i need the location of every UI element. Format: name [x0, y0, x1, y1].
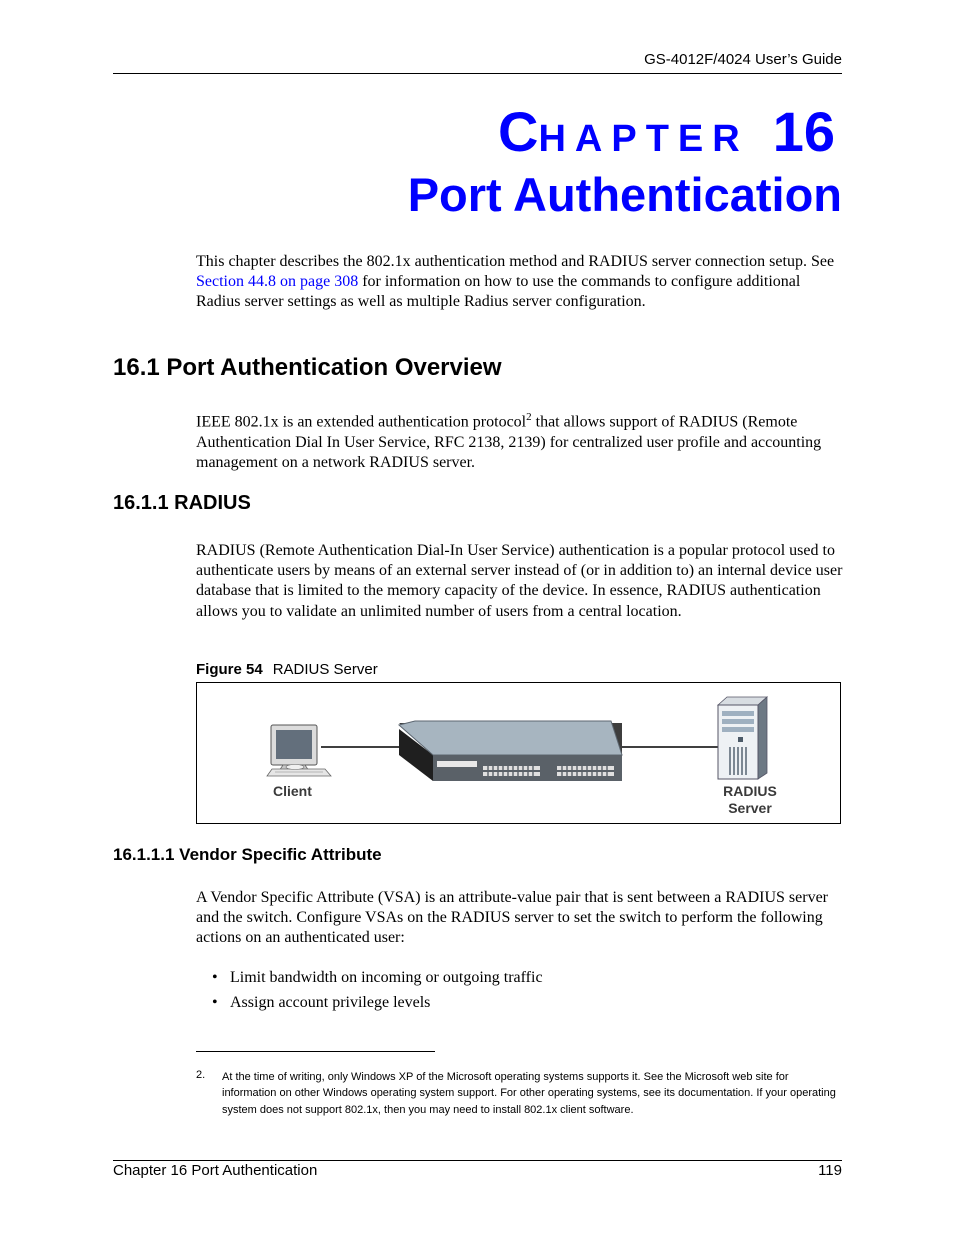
chapter-title: Port Authentication	[407, 168, 842, 221]
list-item: • Limit bandwidth on incoming or outgoing traffic	[212, 969, 543, 994]
client-label: Client	[273, 783, 312, 799]
radius-server-label-line1: RADIUS	[723, 783, 777, 799]
running-header: GS-4012F/4024 User’s Guide	[644, 51, 842, 68]
list-item: • Assign account privilege levels	[212, 994, 543, 1019]
footnote-text: At the time of writing, only Windows XP of the Microsoft operating systems supports it. See the Microsoft web site for information on other Windows operating system support. For other operating systems, see its documentation. If your operating system does not support 802.1x, then you may need to install 802.1x client software.	[222, 1071, 836, 1116]
footnote-reference[interactable]: 2	[526, 411, 532, 423]
chapter-label-rest: HAPTER	[538, 118, 749, 160]
radius-server-icon	[718, 697, 767, 779]
header-rule	[113, 73, 842, 74]
intro-text-after-link: for information on how to use the commands to configure additional Radius server settings as well as multiple Radius server configuration.	[196, 273, 801, 311]
section-16-1-text-before-ref: IEEE 802.1x is an extended authentication protocol	[196, 413, 527, 431]
radius-server-label	[708, 783, 792, 817]
section-heading-16-1-1: 16.1.1 RADIUS	[113, 492, 251, 514]
footnote-number: 2.	[196, 1069, 206, 1081]
client-computer-icon	[267, 725, 331, 776]
network-switch-icon	[399, 721, 622, 781]
figure-number: Figure 54	[196, 661, 263, 678]
section-16-1-text-after-ref: that allows support of RADIUS (Remote Authentication Dial In User Service, RFC 2138, 2139) for centralized user profile and accounting management on a network RADIUS server.	[196, 413, 822, 471]
radius-server-label-line2: Server	[728, 800, 772, 816]
chapter-label-initial: C	[498, 100, 539, 163]
footer-rule	[113, 1160, 842, 1161]
footer-page-number: 119	[818, 1162, 842, 1179]
radius-server-figure	[196, 682, 841, 824]
section-heading-16-1: 16.1 Port Authentication Overview	[113, 354, 502, 381]
section-16-1-1-paragraph: RADIUS (Remote Authentication Dial-In User Service) authentication is a popular protocol used to authenticate users by means of an external server instead of (or in addition to) an internal device user database that is limited to the memory capacity of the device. In essence, RADIUS authentication allows you to validate an unlimited number of users from a central location.	[196, 542, 843, 620]
footnote-rule	[196, 1051, 435, 1052]
intro-text-before-link: This chapter describes the 802.1x authentication method and RADIUS server connection setup. See	[196, 253, 835, 270]
figure-caption-text: RADIUS Server	[272, 661, 378, 678]
section-16-1-paragraph	[196, 407, 846, 473]
section-16-1-1-1-paragraph: A Vendor Specific Attribute (VSA) is an attribute-value pair that is sent between a RADIUS server and the switch. Configure VSAs on the RADIUS server to set the switch to perform the following actions on an authenticated user:	[196, 889, 828, 947]
chapter-number: 16	[772, 100, 835, 163]
section-link[interactable]: Section 44.8 on page 308	[196, 273, 359, 291]
footer-chapter-name: Chapter 16 Port Authentication	[113, 1162, 318, 1179]
vsa-action-list	[212, 969, 543, 1019]
section-heading-16-1-1-1: 16.1.1.1 Vendor Specific Attribute	[113, 845, 382, 864]
figure-caption	[196, 661, 378, 678]
intro-paragraph	[196, 252, 846, 313]
